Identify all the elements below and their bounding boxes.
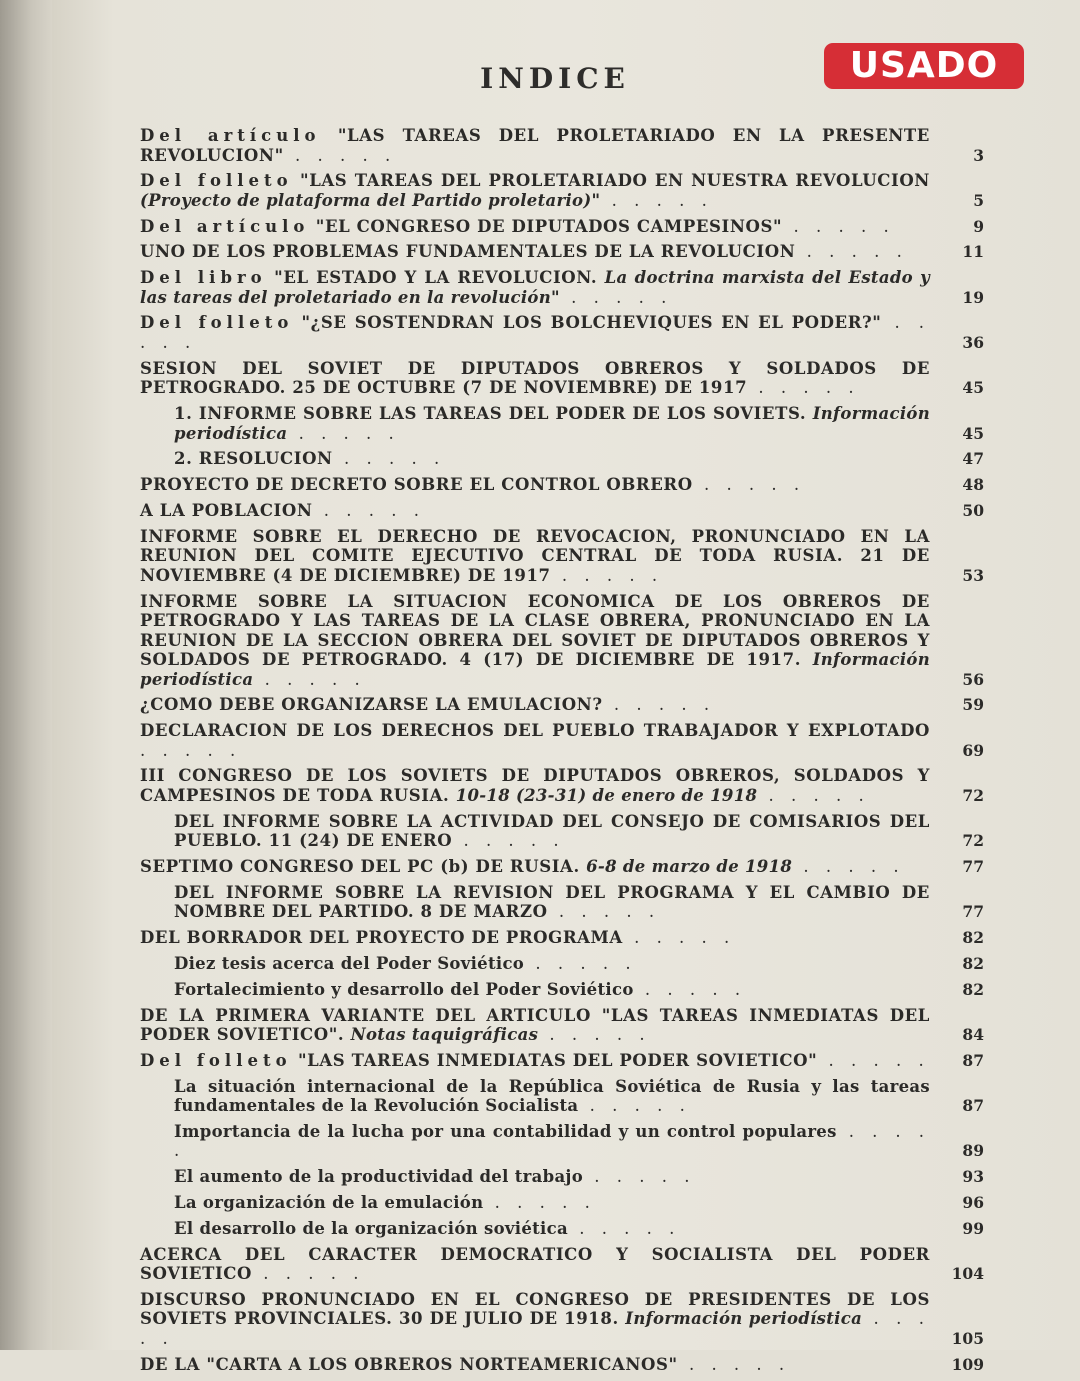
toc-entry-page: 9 — [973, 216, 984, 236]
toc-entry — [140, 1122, 992, 1161]
toc-entry — [140, 1355, 992, 1375]
toc-entry — [140, 1167, 992, 1187]
toc-entry-text: Importancia de la lucha por una contabilidad y un control populares — [174, 1121, 837, 1141]
toc-entry-title — [140, 359, 930, 398]
toc-entry-lead: Del folleto — [140, 1050, 292, 1070]
toc-entry-title — [140, 695, 930, 715]
toc-entry-page: 36 — [962, 332, 984, 352]
toc-entry-title — [140, 721, 930, 760]
dot-leader: . . . . . — [622, 928, 736, 948]
toc-entry-page: 84 — [962, 1025, 984, 1045]
toc-entry-title — [140, 592, 930, 690]
used-badge: USADO — [824, 43, 1024, 89]
toc-entry-page: 56 — [962, 669, 984, 689]
toc-entry — [140, 766, 992, 805]
toc-entry-text: "LAS TAREAS DEL PROLETARIADO EN NUESTRA REVOLUCION — [292, 171, 930, 191]
toc-entry-title — [140, 928, 930, 948]
dot-leader: . . . . . — [567, 1218, 681, 1238]
toc-entry-title — [140, 1006, 930, 1045]
toc-entry-title — [174, 1193, 930, 1213]
dot-leader: . . . . . — [795, 242, 908, 262]
toc-entry-title — [140, 242, 930, 262]
toc-entry-page: 77 — [962, 902, 984, 922]
toc-entry — [140, 883, 992, 922]
toc-entry-title — [140, 126, 930, 165]
toc-entry-page: 77 — [962, 857, 984, 877]
dot-leader: . . . . . — [174, 1121, 930, 1161]
toc-entry — [140, 695, 992, 715]
toc-entry-title — [174, 980, 930, 1000]
toc-entry — [140, 242, 992, 262]
toc-entry-subtitle: La doctrina marxista del Estado y las tareas del proletariado en la revolución" — [140, 268, 931, 307]
toc-entry-title — [174, 1219, 930, 1239]
toc-entry-text: "EL CONGRESO DE DIPUTADOS CAMPESINOS" — [309, 216, 783, 236]
toc-entry-page: 96 — [962, 1193, 984, 1213]
toc-entry-page: 72 — [962, 831, 984, 851]
toc-entry-title — [174, 1077, 930, 1116]
toc-entry-text: DEL INFORME SOBRE LA ACTIVIDAD DEL CONSEJO DE COMISARIOS DEL PUEBLO. 11 (24) DE ENERO — [174, 811, 930, 851]
toc-entry-page: 5 — [973, 190, 984, 210]
toc-entry-page: 87 — [962, 1050, 984, 1070]
toc-entry-title — [140, 527, 930, 586]
toc-entry-subtitle: Información periodística — [174, 404, 930, 443]
page-title: INDICE — [480, 62, 630, 95]
toc-entry-page: 89 — [962, 1141, 984, 1161]
toc-entry — [140, 954, 992, 974]
dot-leader: . . . . . — [782, 216, 895, 236]
toc-entry — [140, 527, 992, 586]
toc-entry — [140, 928, 992, 948]
toc-entry — [140, 449, 992, 469]
book-gutter — [0, 0, 52, 1350]
toc-entry-text: "¿SE SOSTENDRAN LOS BOLCHEVIQUES EN EL PODER?" — [293, 313, 882, 333]
toc-entry — [140, 980, 992, 1000]
dot-leader: . . . . . — [792, 857, 905, 877]
toc-entry-page: 72 — [962, 785, 984, 805]
toc-entry — [140, 313, 992, 352]
toc-entry-text: DE LA PRIMERA VARIANTE DEL ARTICULO "LAS TAREAS INMEDIATAS DEL PODER SOVIETICO". — [140, 1005, 930, 1045]
toc-entry-title — [140, 1290, 930, 1349]
toc-entry-title — [140, 1355, 930, 1375]
toc-entry-lead: Del libro — [140, 268, 267, 288]
toc-entry-title — [174, 883, 930, 922]
toc-entry-page: 3 — [973, 145, 984, 165]
toc-entry — [140, 1290, 992, 1349]
toc-entry-text: La organización de la emulación — [174, 1193, 484, 1213]
toc-entry-title — [140, 268, 930, 307]
toc-entry — [140, 721, 992, 760]
toc-entry-page: 19 — [962, 287, 984, 307]
dot-leader: . . . . . — [538, 1025, 651, 1045]
toc-entry-page: 48 — [962, 475, 984, 495]
toc-entry-title — [174, 954, 930, 974]
toc-entry-text: "LAS TAREAS DEL PROLETARIADO EN LA PRESENTE REVOLUCION" — [140, 126, 930, 165]
toc-entry-text: La situación internacional de la República Soviética de Rusia y las tareas fundamentales de la Revolución Socialista — [174, 1076, 930, 1116]
toc-entry-title — [140, 501, 930, 521]
toc-entry-page: 93 — [962, 1167, 984, 1187]
toc-entry-page: 82 — [962, 928, 984, 948]
toc-entry — [140, 217, 992, 237]
toc-entry-page: 45 — [962, 378, 984, 398]
toc-entry — [140, 359, 992, 398]
toc-entry-lead: Del artículo — [140, 216, 310, 236]
toc-entry-text: 2. RESOLUCION — [174, 449, 333, 469]
toc-entry-text: ACERCA DEL CARACTER DEMOCRATICO Y SOCIALISTA DEL PODER SOVIETICO — [140, 1244, 930, 1284]
toc-entry — [140, 171, 992, 210]
toc-entry-text: A LA POBLACION — [140, 500, 313, 520]
toc-entry-text: UNO DE LOS PROBLEMAS FUNDAMENTALES DE LA REVOLUCION — [140, 242, 796, 262]
toc-entry-title — [140, 1245, 930, 1284]
toc-entry-page: 50 — [962, 500, 984, 520]
toc-entry-lead: Del folleto — [140, 313, 294, 333]
dot-leader: . . . . . — [140, 313, 930, 352]
toc-entry-page: 104 — [951, 1264, 984, 1284]
toc-entry-text: SEPTIMO CONGRESO DEL PC (b) DE RUSIA. — [140, 857, 587, 877]
toc-entry-page: 59 — [962, 695, 984, 715]
toc-entry-subtitle: Información periodística — [140, 650, 930, 689]
toc-entry-page: 109 — [951, 1354, 984, 1374]
toc-entry-subtitle: 6-8 de marzo de 1918 — [586, 857, 793, 877]
toc-entry-text: DECLARACION DE LOS DERECHOS DEL PUEBLO TRABAJADOR Y EXPLOTADO — [140, 721, 930, 741]
dot-leader: . . . . . — [559, 287, 673, 307]
toc-entry — [140, 1077, 992, 1116]
toc-entry-page: 69 — [962, 740, 984, 760]
toc-entry-lead: Del folleto — [140, 171, 293, 191]
toc-entry — [140, 592, 992, 690]
dot-leader: . . . . . — [547, 902, 661, 922]
toc-entry-title — [140, 217, 930, 237]
toc-entry-text: Fortalecimiento y desarrollo del Poder Soviético — [174, 979, 634, 999]
toc-entry-title — [140, 766, 930, 805]
dot-leader: . . . . . — [140, 740, 242, 760]
toc-entry-title — [140, 313, 930, 352]
dot-leader: . . . . . — [252, 1264, 365, 1284]
toc-entry-page: 45 — [962, 423, 984, 443]
toc-entry-page: 53 — [962, 565, 984, 585]
toc-entry-text: INFORME SOBRE LA SITUACION ECONOMICA DE LOS OBREROS DE PETROGRADO Y LAS TAREAS DE LA CLASE OBRERA, PRONUNCIADO EN LA REUNION DE LA SECCION OBRERA DEL SOVIET DE DIPUTADOS OBREROS Y SOLDADOS DE PETROGRADO. 4 (17) DE DICIEMBRE DE 1917. — [140, 591, 930, 670]
toc-entry-page: 82 — [962, 953, 984, 973]
toc-entry-text: El aumento de la productividad del trabajo — [174, 1167, 584, 1187]
toc-entry-title — [174, 812, 930, 851]
toc-entry — [140, 857, 992, 877]
toc-entry — [140, 501, 992, 521]
dot-leader: . . . . . — [452, 831, 565, 851]
toc-entry — [140, 1051, 992, 1071]
dot-leader: . . . . . — [633, 979, 747, 999]
toc-entry-text: DEL BORRADOR DEL PROYECTO DE PROGRAMA — [140, 928, 623, 948]
dot-leader: . . . . . — [677, 1354, 791, 1374]
toc-entry-title — [140, 857, 930, 877]
dot-leader: . . . . . — [332, 449, 446, 469]
toc-entry-title — [140, 1051, 930, 1071]
dot-leader: . . . . . — [524, 953, 637, 973]
toc-entry-text: III CONGRESO DE LOS SOVIETS DE DIPUTADOS OBREROS, SOLDADOS Y CAMPESINOS DE TODA RUSIA. — [140, 766, 930, 805]
toc-entry-title — [174, 449, 930, 469]
dot-leader: . . . . . — [550, 565, 664, 585]
toc-entry — [140, 1245, 992, 1284]
toc-entry-page: 99 — [962, 1218, 984, 1238]
toc-entry — [140, 812, 992, 851]
toc-entry-text: DEL INFORME SOBRE LA REVISION DEL PROGRAMA Y EL CAMBIO DE NOMBRE DEL PARTIDO. 8 DE MARZO — [174, 882, 930, 922]
toc-entry-title — [140, 475, 930, 495]
toc-entry-subtitle: Notas taquigráficas — [350, 1025, 539, 1045]
dot-leader: . . . . . — [253, 669, 366, 689]
toc-entry-subtitle: (Proyecto de plataforma del Partido proletario)" — [140, 190, 601, 210]
toc-entry-subtitle: 10-18 (23-31) de enero de 1918 — [455, 785, 758, 805]
dot-leader: . . . . . — [747, 378, 860, 398]
toc-entry — [140, 404, 992, 443]
toc-entry-page: 11 — [962, 242, 984, 262]
toc-entry-text: SESION DEL SOVIET DE DIPUTADOS OBREROS Y SOLDADOS DE PETROGRADO. 25 DE OCTUBRE (7 DE NOVIEMBRE) DE 1917 — [140, 358, 930, 398]
toc-entry-text: INFORME SOBRE EL DERECHO DE REVOCACION, PRONUNCIADO EN LA REUNION DEL COMITE EJECUTIVO CENTRAL DE TODA RUSIA. 21 DE NOVIEMBRE (4 DE DICIEMBRE) DE 1917 — [140, 526, 930, 585]
dot-leader: . . . . . — [287, 423, 400, 443]
toc-entry-text: ¿COMO DEBE ORGANIZARSE LA EMULACION? — [140, 695, 603, 715]
toc-entry — [140, 1193, 992, 1213]
toc-entry-title — [140, 171, 930, 210]
toc-entry-subtitle: Información periodística — [625, 1309, 863, 1329]
toc-entry-page: 87 — [962, 1096, 984, 1116]
toc-entry-text: DISCURSO PRONUNCIADO EN EL CONGRESO DE PRESIDENTES DE LOS SOVIETS PROVINCIALES. 30 DE JULIO DE 1918. — [140, 1289, 930, 1329]
toc-entry-text: Diez tesis acerca del Poder Soviético — [174, 953, 525, 973]
toc-entry-text: "LAS TAREAS INMEDIATAS DEL PODER SOVIETICO" — [291, 1050, 818, 1070]
toc-entry-page: 47 — [962, 449, 984, 469]
dot-leader: . . . . . — [483, 1193, 596, 1213]
toc-entry-title — [174, 1167, 930, 1187]
toc-entry-lead: Del artículo — [140, 126, 321, 145]
toc-entry-page: 82 — [962, 979, 984, 999]
dot-leader: . . . . . — [600, 190, 713, 210]
dot-leader: . . . . . — [583, 1167, 696, 1187]
toc-entry-title — [174, 404, 930, 443]
toc-entry — [140, 475, 992, 495]
toc-entry — [140, 1219, 992, 1239]
toc-entry-text: PROYECTO DE DECRETO SOBRE EL CONTROL OBRERO — [140, 475, 693, 495]
table-of-contents — [140, 126, 992, 1381]
dot-leader: . . . . . — [312, 500, 425, 520]
toc-entry-page: 105 — [951, 1328, 984, 1348]
toc-entry — [140, 1006, 992, 1045]
dot-leader: . . . . . — [757, 785, 870, 805]
dot-leader: . . . . . — [602, 695, 716, 715]
toc-entry-text: DE LA "CARTA A LOS OBREROS NORTEAMERICANOS" — [140, 1354, 678, 1374]
toc-entry-text: El desarrollo de la organización soviética — [174, 1218, 568, 1238]
dot-leader: . . . . . — [140, 1309, 930, 1348]
dot-leader: . . . . . — [817, 1050, 930, 1070]
dot-leader: . . . . . — [692, 475, 806, 495]
toc-entry-text: 1. INFORME SOBRE LAS TAREAS DEL PODER DE LOS SOVIETS. — [174, 404, 813, 424]
toc-entry — [140, 126, 992, 165]
toc-entry-title — [174, 1122, 930, 1161]
dot-leader: . . . . . — [283, 145, 397, 165]
dot-leader: . . . . . — [578, 1096, 691, 1116]
toc-entry-text: "EL ESTADO Y LA REVOLUCION. — [266, 268, 605, 288]
toc-entry — [140, 268, 992, 307]
